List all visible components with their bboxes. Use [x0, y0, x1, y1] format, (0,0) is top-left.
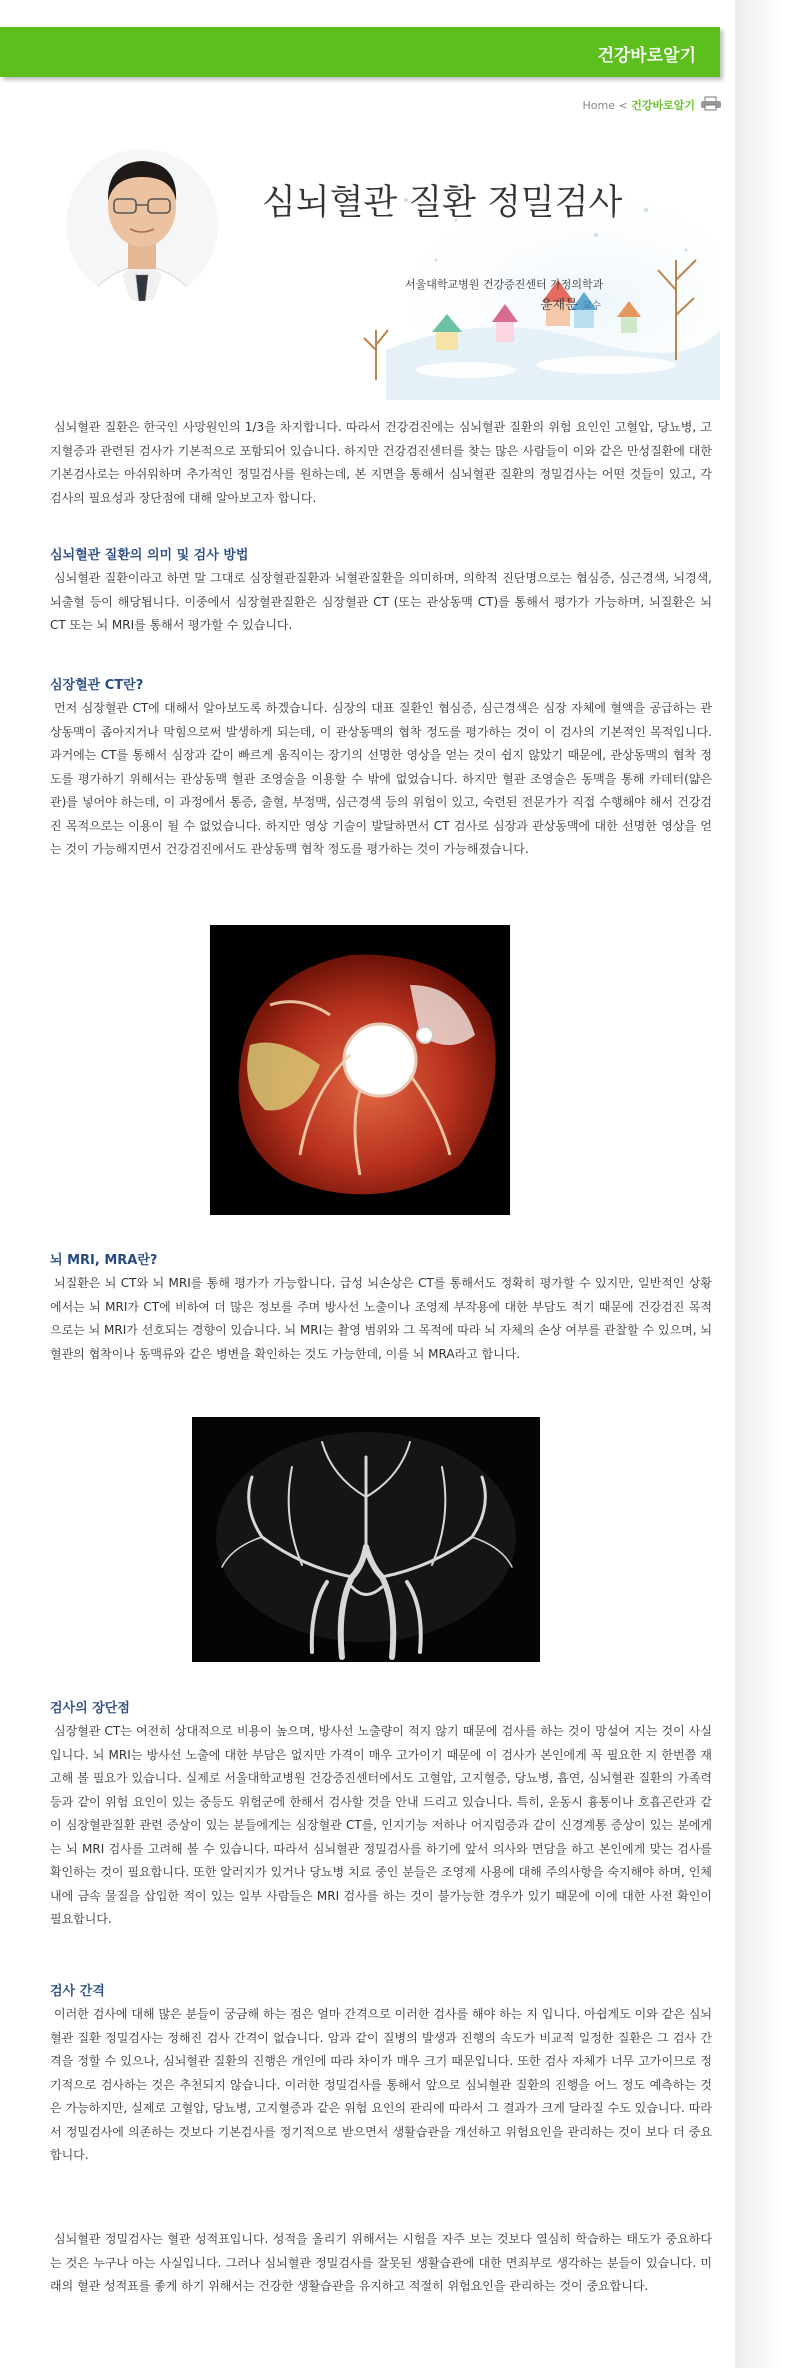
author-byline [540, 294, 601, 313]
author-affiliation: 서울대학교병원 건강증진센터 가정의학과 [405, 278, 604, 291]
cardiac-ct-image [210, 925, 510, 1215]
page-side-shadow [735, 0, 805, 2368]
section-heading: 검사의 장단점 [50, 1701, 130, 1716]
category-title: 건강바로알기 [597, 46, 696, 66]
intro-section [50, 410, 712, 510]
article-header [40, 110, 720, 400]
breadcrumb-home[interactable]: Home [582, 99, 616, 112]
section-paragraph: 뇌질환은 뇌 CT와 뇌 MRI를 통해 평가가 가능합니다. 급성 뇌손상은 CT를 통해서도 정확히 평가할 수 있지만, 일반적인 상황에서는 뇌 MRI가 CT에 비하여 더 많은 정보를 주며 방사선 노출이나 조영제 부작용에 대한 부담도 적기 때문에 건강검진 목적으로는 뇌 MRI가 선호되는 경향이 있습니다. 뇌 MRI는 촬영 범위와 그 목적에 따라 뇌 자체의 손상 여부를 관찰할 수 있으며, 뇌혈관의 협착이나 동맥류와 같은 병변을 확인하는 것도 가능한데, 이를 뇌 MRA라고 합니다. [50, 1276, 712, 1361]
section-heading: 검사 간격 [50, 1984, 105, 1999]
brain-mra-image [192, 1417, 540, 1662]
section-paragraph: 심뇌혈관 질환이라고 하면 말 그대로 심장혈관질환과 뇌혈관질환을 의미하며, 의학적 진단명으로는 협심증, 심근경색, 뇌경색, 뇌출혈 등이 해당됩니다. 이중에서 심장혈관질환은 심장혈관 CT (또는 관상동맥 CT)를 통해서 평가가 가능하며, 뇌질환은 뇌 CT 또는 뇌 MRI를 통해서 평가할 수 있습니다. [50, 571, 713, 632]
closing-section [50, 2228, 712, 2299]
intro-paragraph: 심뇌혈관 질환은 한국인 사망원인의 1/3을 차지합니다. 따라서 건강검진에는 심뇌혈관 질환의 위험 요인인 고혈압, 당뇨병, 고지혈증과 관련된 검사가 기본적으로 포함되어 있습니다. 하지만 건강검진센터를 찾는 많은 사람들이 이와 같은 만성질환에 대한 기본검사로는 아쉬워하며 추가적인 정밀검사를 원하는데, 본 지면을 통해서 심뇌혈관 질환의 정밀검사는 어떤 것들이 있고, 각 검사의 필요성과 장단점에 대해 알아보고자 합니다. [50, 420, 712, 505]
breadcrumb-separator: < [618, 99, 628, 112]
author-title: 교수 [581, 301, 602, 312]
section-heading: 심뇌혈관 질환의 의미 및 검사 방법 [50, 548, 249, 563]
closing-paragraph: 심뇌혈관 정밀검사는 혈관 성적표입니다. 성적을 올리기 위해서는 시험을 자주 보는 것보다 열심히 학습하는 태도가 중요하다는 것은 누구나 아는 사실입니다. 그러나 심뇌혈관 정밀검사를 잘못된 생활습관에 대한 면죄부로 생각하는 분들이 있습니다. 미래의 혈관 성적표를 좋게 하기 위해서는 건강한 생활습관을 유지하고 적절히 위험요인을 관리하는 것이 중요합니다. [50, 2232, 712, 2293]
page-title: 심뇌혈관 질환 정밀검사 [262, 183, 623, 223]
print-icon[interactable] [700, 96, 722, 111]
section-pros-cons [50, 1698, 712, 1932]
section-heading: 뇌 MRI, MRA란? [50, 1253, 158, 1268]
section-meaning [50, 545, 712, 638]
breadcrumb-current[interactable]: 건강바로알기 [631, 99, 695, 112]
category-banner [0, 27, 720, 77]
section-interval [50, 1981, 712, 2168]
author-photo [62, 115, 222, 340]
section-heading: 심장혈관 CT란? [50, 678, 144, 693]
section-paragraph: 심장혈관 CT는 여전히 상대적으로 비용이 높으며, 방사선 노출량이 적지 않기 때문에 검사를 하는 것이 망설여 지는 것이 사실입니다. 뇌 MRI는 방사선 노출에 대한 부담은 없지만 가격이 매우 고가이기 때문에 이 검사가 본인에게 꼭 필요한 지 한번쯤 재고해 볼 필요가 있습니다. 실제로 서울대학교병원 건강증진센터에서도 고혈압, 고지혈증, 당뇨병, 흡연, 심뇌혈관 질환의 가족력 등과 같이 위험 요인이 있는 중등도 위험군에 한해서 검사할 것을 안내 드리고 있습니다. 특히, 운동시 흉통이나 호흡곤란과 같이 심장혈관질환 관련 증상이 있는 분들에게는 심장혈관 CT를, 인지기능 저하나 어지럼증과 같이 신경계통 증상이 있는 분에게는 뇌 MRI 검사를 고려해 볼 수 있습니다. 따라서 심뇌혈관 정밀검사를 하기에 앞서 의사와 면담을 하고 본인에게 맞는 검사를 확인하는 것이 필요합니다. 또한 알러지가 있거나 당뇨병 치료 중인 분들은 조영제 사용에 대해 주의사항을 숙지해야 하며, 인체 내에 금속 물질을 삽입한 적이 있는 일부 사람들은 MRI 검사를 하는 것이 불가능한 경우가 있기 때문에 이에 대한 사전 확인이 필요합니다. [50, 1724, 712, 1926]
author-name: 윤재문 [540, 298, 578, 313]
section-cardiac-ct [50, 675, 712, 862]
section-brain-mri [50, 1250, 712, 1366]
section-paragraph: 이러한 검사에 대해 많은 분들이 궁금해 하는 점은 얼마 간격으로 이러한 검사를 해야 하는 지 입니다. 아쉽게도 이와 같은 심뇌혈관 질환 정밀검사는 정해진 검사 간격이 없습니다. 암과 같이 질병의 발생과 진행의 속도가 비교적 일정한 질환은 그 검사 간격을 정할 수 있으나, 심뇌혈관 질환의 진행은 개인에 따라 차이가 매우 크기 때문입니다. 또한 검사 자체가 너무 고가이므로 정기적으로 검사하는 것은 추천되지 않습니다. 이러한 정밀검사를 통해서 앞으로 심뇌혈관 질환의 진행을 어느 정도 예측하는 것은 가능하지만, 실제로 고혈압, 당뇨병, 고지혈증과 같은 위험 요인의 관리에 따라서 그 결과가 크게 달라질 수도 있습니다. 따라서 정밀검사에 의존하는 것보다 기본검사를 정기적으로 받으면서 생활습관을 개선하고 위험요인을 관리하는 것이 보다 더 중요합니다. [50, 2007, 712, 2162]
section-paragraph: 먼저 심장혈관 CT에 대해서 알아보도록 하겠습니다. 심장의 대표 질환인 협심증, 심근경색은 심장 자체에 혈액을 공급하는 관상동맥이 좁아지거나 막힘으로써 발생하게 되는데, 이 관상동맥의 협착 정도를 평가하는 것이 이 검사의 기본적인 목적입니다. 과거에는 CT를 통해서 심장과 같이 빠르게 움직이는 장기의 선명한 영상을 얻는 것이 쉽지 않았기 때문에, 관상동맥의 협착 정도를 평가하기 위해서는 관상동맥 혈관 조영술을 이용할 수 밖에 없었습니다. 하지만 혈관 조영술은 동맥을 통해 카데터(얇은 관)를 넣어야 하는데, 이 과정에서 통증, 출혈, 부정맥, 심근경색 등의 위험이 있고, 숙련된 전문가가 직접 수행해야 해서 건강검진 목적으로는 이용이 될 수 없었습니다. 하지만 영상 기술이 발달하면서 CT 검사로 심장과 관상동맥에 대한 선명한 영상을 얻는 것이 가능해지면서 건강검진에서도 관상동맥 협착 정도를 평가하는 것이 가능해졌습니다. [50, 701, 712, 856]
